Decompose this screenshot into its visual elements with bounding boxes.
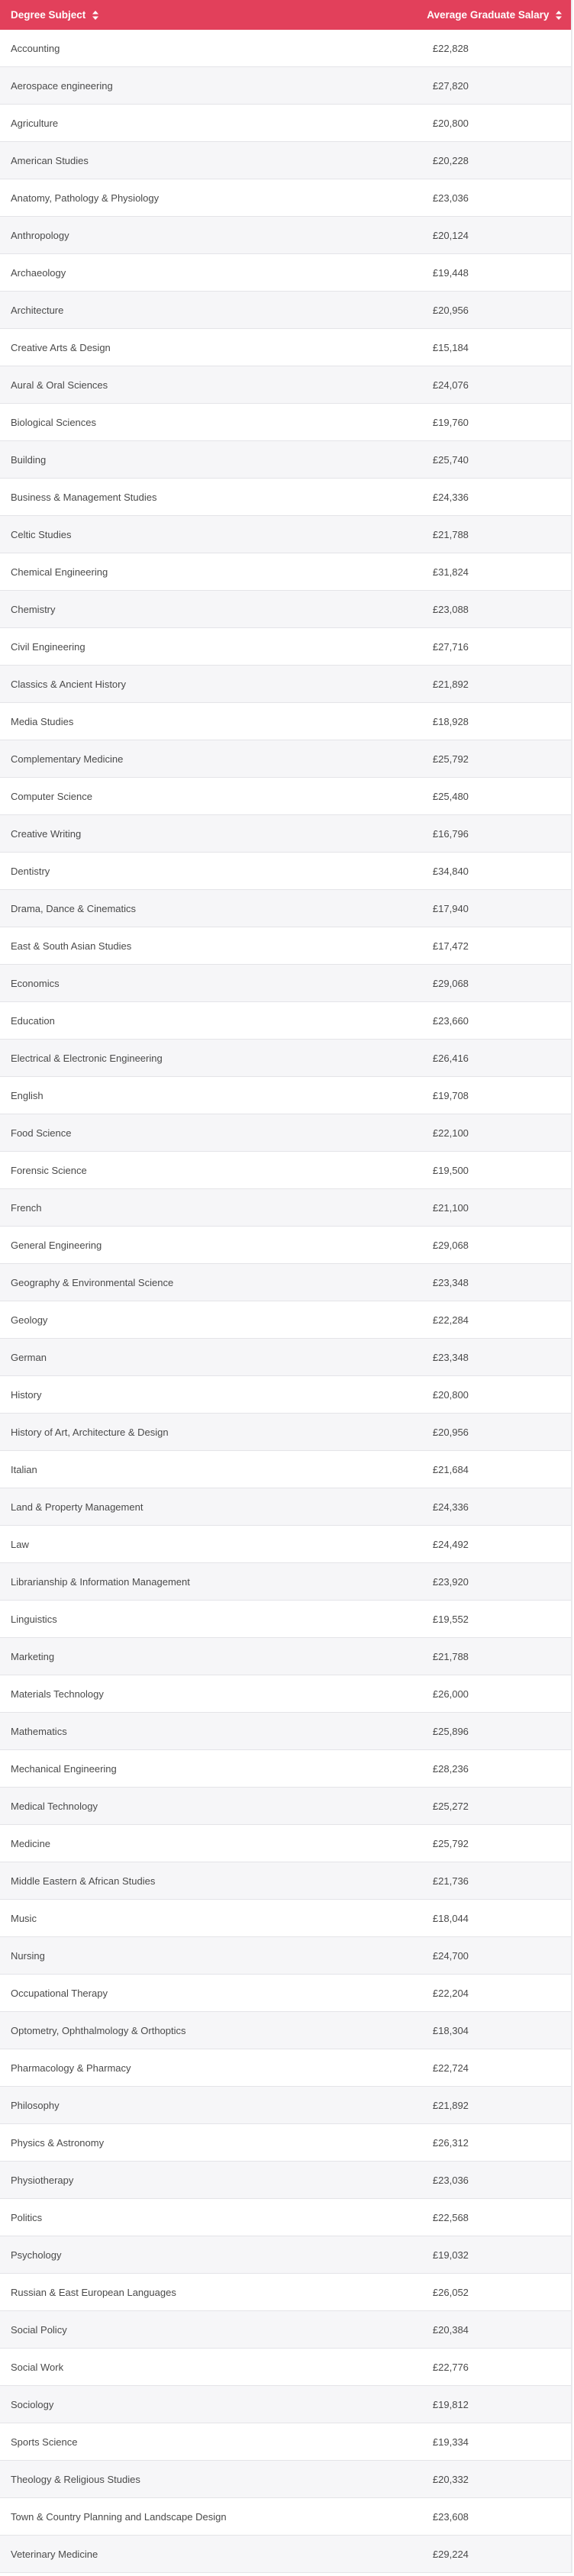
cell-average-salary: £23,660: [432, 1014, 469, 1027]
table-row: [0, 516, 571, 553]
cell-degree-subject: Optometry, Ophthalmology & Orthoptics: [11, 2024, 186, 2036]
table-row: [0, 2461, 571, 2498]
cell-degree-subject: Mechanical Engineering: [11, 1762, 117, 1775]
cell-degree-subject: Building: [11, 453, 47, 466]
cell-average-salary: £20,124: [432, 229, 469, 241]
cell-average-salary: £19,500: [432, 1164, 469, 1176]
table-row: [0, 1451, 571, 1488]
cell-degree-subject: Pharmacology & Pharmacy: [11, 2062, 131, 2074]
table-row: [0, 1264, 571, 1301]
cell-degree-subject: Librarianship & Information Management: [11, 1575, 190, 1588]
cell-degree-subject: Anatomy, Pathology & Physiology: [11, 192, 160, 204]
table-row: [0, 30, 571, 67]
cell-average-salary: £19,032: [432, 2249, 469, 2261]
table-row: [0, 2311, 571, 2349]
cell-degree-subject: Materials Technology: [11, 1688, 104, 1700]
cell-degree-subject: Veterinary Medicine: [11, 2548, 98, 2560]
table-body: [0, 30, 571, 2573]
table-row: [0, 1002, 571, 1040]
cell-average-salary: £24,336: [432, 491, 469, 503]
table-row: [0, 2386, 571, 2423]
table-row: [0, 890, 571, 927]
cell-average-salary: £20,956: [432, 1426, 469, 1438]
cell-average-salary: £17,940: [432, 902, 469, 914]
column-header-label: Average Graduate Salary: [427, 9, 550, 21]
cell-average-salary: £26,052: [432, 2286, 469, 2298]
cell-average-salary: £19,760: [432, 416, 469, 428]
cell-average-salary: £22,284: [432, 1314, 469, 1326]
cell-average-salary: £25,792: [432, 753, 469, 765]
table-row: [0, 2423, 571, 2461]
table-row: [0, 2274, 571, 2311]
cell-degree-subject: Celtic Studies: [11, 528, 72, 540]
table-row: [0, 292, 571, 329]
cell-average-salary: £20,332: [432, 2473, 469, 2485]
cell-average-salary: £17,472: [432, 940, 469, 952]
table-row: [0, 2236, 571, 2274]
cell-degree-subject: Dentistry: [11, 865, 50, 877]
cell-average-salary: £20,384: [432, 2323, 469, 2336]
cell-average-salary: £16,796: [432, 827, 469, 840]
table-row: [0, 778, 571, 815]
cell-degree-subject: History of Art, Architecture & Design: [11, 1426, 169, 1438]
cell-average-salary: £25,740: [432, 453, 469, 466]
cell-degree-subject: Biological Sciences: [11, 416, 97, 428]
cell-degree-subject: Accounting: [11, 42, 60, 54]
table-row: [0, 1900, 571, 1937]
table-row: [0, 740, 571, 778]
cell-degree-subject: Creative Arts & Design: [11, 341, 111, 353]
cell-degree-subject: Sports Science: [11, 2436, 78, 2448]
cell-degree-subject: Food Science: [11, 1127, 72, 1139]
table-row: [0, 217, 571, 254]
cell-average-salary: £21,892: [432, 678, 469, 690]
cell-average-salary: £19,708: [432, 1089, 469, 1101]
cell-degree-subject: Italian: [11, 1463, 37, 1475]
cell-average-salary: £24,700: [432, 1949, 469, 1962]
table-row: [0, 1488, 571, 1526]
table-row: [0, 329, 571, 366]
cell-degree-subject: Law: [11, 1538, 29, 1550]
cell-degree-subject: Psychology: [11, 2249, 62, 2261]
table-row: [0, 67, 571, 105]
cell-average-salary: £26,312: [432, 2136, 469, 2149]
table-row: [0, 1227, 571, 1264]
cell-degree-subject: Philosophy: [11, 2099, 60, 2111]
cell-degree-subject: German: [11, 1351, 47, 1363]
table-row: [0, 1601, 571, 1638]
table-row: [0, 815, 571, 853]
cell-average-salary: £20,956: [432, 304, 469, 316]
table-row: [0, 479, 571, 516]
cell-degree-subject: American Studies: [11, 154, 89, 166]
cell-degree-subject: Sociology: [11, 2398, 54, 2410]
cell-degree-subject: Geology: [11, 1314, 48, 1326]
table-row: [0, 553, 571, 591]
cell-degree-subject: Archaeology: [11, 266, 66, 279]
cell-degree-subject: Occupational Therapy: [11, 1987, 108, 1999]
cell-average-salary: £24,336: [432, 1501, 469, 1513]
cell-degree-subject: Electrical & Electronic Engineering: [11, 1052, 163, 1064]
column-header-degree-subject[interactable]: [0, 9, 327, 21]
cell-average-salary: £23,920: [432, 1575, 469, 1588]
table-row: [0, 1638, 571, 1675]
table-row: [0, 1825, 571, 1862]
cell-degree-subject: Complementary Medicine: [11, 753, 124, 765]
cell-degree-subject: Middle Eastern & African Studies: [11, 1875, 156, 1887]
cell-degree-subject: French: [11, 1201, 42, 1214]
cell-degree-subject: Land & Property Management: [11, 1501, 144, 1513]
table-row: [0, 441, 571, 479]
cell-degree-subject: East & South Asian Studies: [11, 940, 132, 952]
cell-degree-subject: Business & Management Studies: [11, 491, 157, 503]
cell-average-salary: £22,568: [432, 2211, 469, 2223]
cell-degree-subject: Creative Writing: [11, 827, 82, 840]
cell-average-salary: £24,492: [432, 1538, 469, 1550]
table-row: [0, 927, 571, 965]
table-row: [0, 2049, 571, 2087]
cell-degree-subject: Medical Technology: [11, 1800, 98, 1812]
table-row: [0, 1937, 571, 1975]
cell-degree-subject: Physiotherapy: [11, 2174, 74, 2186]
table-row: [0, 591, 571, 628]
table-row: [0, 1339, 571, 1376]
cell-average-salary: £34,840: [432, 865, 469, 877]
cell-degree-subject: Economics: [11, 977, 60, 989]
cell-degree-subject: Social Policy: [11, 2323, 67, 2336]
cell-degree-subject: Town & Country Planning and Landscape Design: [11, 2510, 227, 2523]
sort-icon[interactable]: [92, 10, 99, 21]
cell-degree-subject: Theology & Religious Studies: [11, 2473, 140, 2485]
cell-average-salary: £29,224: [432, 2548, 469, 2560]
table-row: [0, 1750, 571, 1788]
cell-degree-subject: Physics & Astronomy: [11, 2136, 105, 2149]
cell-degree-subject: English: [11, 1089, 44, 1101]
cell-degree-subject: Russian & East European Languages: [11, 2286, 176, 2298]
cell-degree-subject: Civil Engineering: [11, 640, 85, 653]
cell-average-salary: £18,928: [432, 715, 469, 727]
cell-average-salary: £23,088: [432, 603, 469, 615]
table-row: [0, 1077, 571, 1114]
cell-degree-subject: Computer Science: [11, 790, 92, 802]
cell-average-salary: £15,184: [432, 341, 469, 353]
cell-degree-subject: Chemical Engineering: [11, 566, 108, 578]
cell-average-salary: £21,684: [432, 1463, 469, 1475]
cell-average-salary: £18,044: [432, 1912, 469, 1924]
cell-average-salary: £19,812: [432, 2398, 469, 2410]
cell-average-salary: £21,892: [432, 2099, 469, 2111]
table-row: [0, 142, 571, 179]
column-header-average-salary[interactable]: [327, 9, 571, 21]
table-row: [0, 1301, 571, 1339]
cell-average-salary: £31,824: [432, 566, 469, 578]
cell-average-salary: £23,348: [432, 1276, 469, 1288]
cell-average-salary: £22,724: [432, 2062, 469, 2074]
cell-average-salary: £22,100: [432, 1127, 469, 1139]
table-row: [0, 1152, 571, 1189]
cell-average-salary: £25,896: [432, 1725, 469, 1737]
cell-degree-subject: Mathematics: [11, 1725, 67, 1737]
cell-average-salary: £29,068: [432, 977, 469, 989]
cell-average-salary: £25,272: [432, 1800, 469, 1812]
cell-average-salary: £21,788: [432, 1650, 469, 1662]
table-row: [0, 1675, 571, 1713]
cell-degree-subject: Linguistics: [11, 1613, 57, 1625]
table-row: [0, 1862, 571, 1900]
cell-average-salary: £29,068: [432, 1239, 469, 1251]
table-row: [0, 2124, 571, 2162]
cell-average-salary: £20,800: [432, 117, 469, 129]
cell-average-salary: £20,800: [432, 1388, 469, 1401]
cell-degree-subject: Agriculture: [11, 117, 59, 129]
cell-average-salary: £22,776: [432, 2361, 469, 2373]
cell-average-salary: £22,828: [432, 42, 469, 54]
cell-average-salary: £20,228: [432, 154, 469, 166]
cell-degree-subject: Medicine: [11, 1837, 51, 1849]
cell-degree-subject: Aural & Oral Sciences: [11, 379, 108, 391]
table-row: [0, 2349, 571, 2386]
table-row: [0, 1526, 571, 1563]
cell-average-salary: £19,334: [432, 2436, 469, 2448]
cell-degree-subject: Music: [11, 1912, 37, 1924]
table-row: [0, 1975, 571, 2012]
cell-degree-subject: Education: [11, 1014, 55, 1027]
cell-average-salary: £26,000: [432, 1688, 469, 1700]
cell-average-salary: £25,480: [432, 790, 469, 802]
table-header: [0, 0, 571, 30]
cell-average-salary: £24,076: [432, 379, 469, 391]
table-row: [0, 666, 571, 703]
sort-icon[interactable]: [555, 10, 563, 21]
cell-degree-subject: Classics & Ancient History: [11, 678, 126, 690]
cell-average-salary: £21,788: [432, 528, 469, 540]
table-row: [0, 2199, 571, 2236]
cell-degree-subject: Drama, Dance & Cinematics: [11, 902, 136, 914]
table-row: [0, 254, 571, 292]
table-row: [0, 1414, 571, 1451]
table-row: [0, 2087, 571, 2124]
cell-degree-subject: General Engineering: [11, 1239, 102, 1251]
table-row: [0, 1376, 571, 1414]
cell-degree-subject: Marketing: [11, 1650, 55, 1662]
cell-degree-subject: Media Studies: [11, 715, 74, 727]
cell-average-salary: £23,348: [432, 1351, 469, 1363]
cell-average-salary: £21,100: [432, 1201, 469, 1214]
cell-degree-subject: Aerospace engineering: [11, 79, 113, 92]
cell-degree-subject: Geography & Environmental Science: [11, 1276, 174, 1288]
table-row: [0, 404, 571, 441]
cell-degree-subject: Social Work: [11, 2361, 64, 2373]
column-header-label: Degree Subject: [11, 9, 86, 21]
cell-average-salary: £28,236: [432, 1762, 469, 1775]
cell-average-salary: £23,608: [432, 2510, 469, 2523]
cell-average-salary: £19,552: [432, 1613, 469, 1625]
table-row: [0, 105, 571, 142]
cell-average-salary: £23,036: [432, 2174, 469, 2186]
cell-average-salary: £27,820: [432, 79, 469, 92]
cell-average-salary: £19,448: [432, 266, 469, 279]
table-row: [0, 1189, 571, 1227]
table-row: [0, 1788, 571, 1825]
table-row: [0, 2536, 571, 2573]
table-row: [0, 2162, 571, 2199]
cell-degree-subject: History: [11, 1388, 42, 1401]
table-row: [0, 366, 571, 404]
cell-average-salary: £27,716: [432, 640, 469, 653]
table-row: [0, 628, 571, 666]
cell-degree-subject: Nursing: [11, 1949, 45, 1962]
table-row: [0, 1563, 571, 1601]
table-row: [0, 1040, 571, 1077]
cell-degree-subject: Politics: [11, 2211, 43, 2223]
table-row: [0, 179, 571, 217]
table-row: [0, 853, 571, 890]
cell-degree-subject: Chemistry: [11, 603, 56, 615]
table-row: [0, 965, 571, 1002]
cell-degree-subject: Anthropology: [11, 229, 69, 241]
cell-degree-subject: Architecture: [11, 304, 64, 316]
cell-average-salary: £21,736: [432, 1875, 469, 1887]
cell-average-salary: £23,036: [432, 192, 469, 204]
table-row: [0, 1114, 571, 1152]
table-row: [0, 2498, 571, 2536]
cell-average-salary: £18,304: [432, 2024, 469, 2036]
table-row: [0, 2012, 571, 2049]
cell-average-salary: £22,204: [432, 1987, 469, 1999]
cell-average-salary: £25,792: [432, 1837, 469, 1849]
table-row: [0, 703, 571, 740]
cell-degree-subject: Forensic Science: [11, 1164, 87, 1176]
table-row: [0, 1713, 571, 1750]
cell-average-salary: £26,416: [432, 1052, 469, 1064]
